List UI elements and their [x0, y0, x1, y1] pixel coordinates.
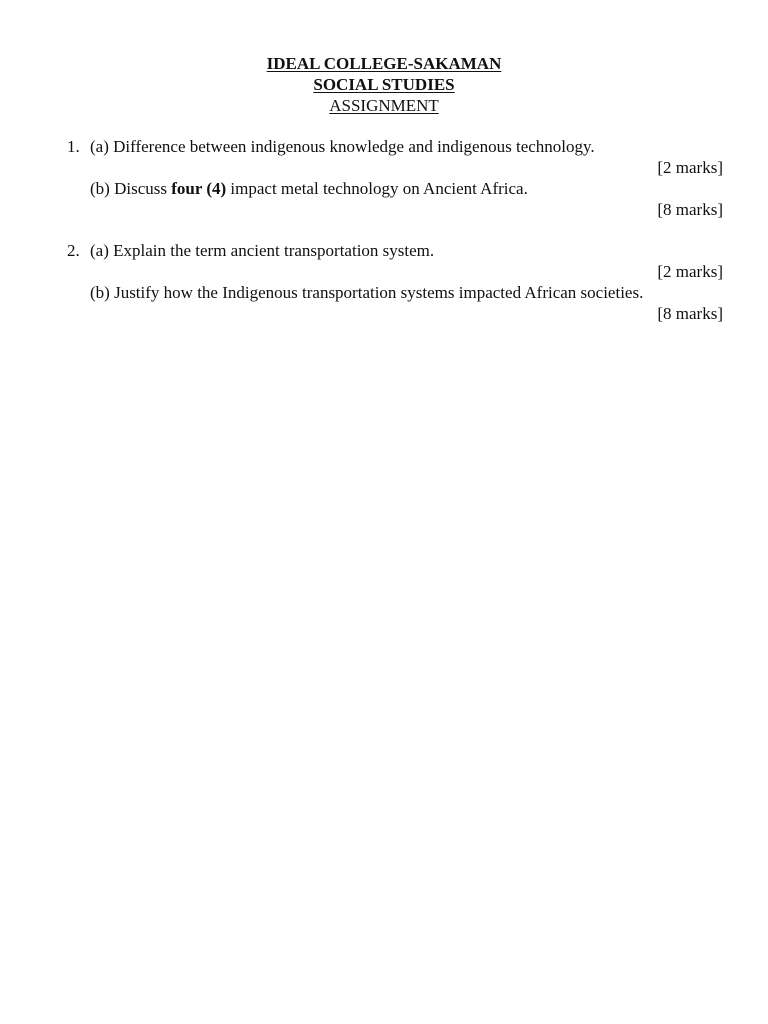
document-type: ASSIGNMENT — [329, 96, 439, 115]
question-number: 2. — [67, 241, 80, 260]
question-1b-row — [67, 178, 723, 199]
question-2b-marks-row — [67, 303, 723, 324]
part-label: (a) — [90, 137, 109, 156]
part-text: Explain the term ancient transportation system. — [113, 241, 435, 260]
part-text-after: impact metal technology on Ancient Africa. — [230, 179, 528, 198]
question-1 — [67, 136, 723, 220]
question-1a-row — [67, 136, 723, 157]
question-1a-text — [90, 136, 595, 157]
question-number: 1. — [67, 137, 80, 156]
part-emphasis: four (4) — [171, 179, 227, 198]
document-header — [0, 53, 768, 116]
question-1b-text — [90, 178, 528, 199]
question-2b-text — [90, 282, 643, 303]
question-1a-marks-row — [67, 157, 723, 178]
question-2a-marks-row — [67, 261, 723, 282]
question-2a-marks: [2 marks] — [657, 262, 723, 281]
part-label: (b) — [90, 179, 110, 198]
part-text: Difference between indigenous knowledge and indigenous technology. — [113, 137, 595, 156]
question-2a-text — [90, 240, 434, 261]
question-1a-marks: [2 marks] — [657, 158, 723, 177]
question-2a-row — [67, 240, 723, 261]
part-label: (b) — [90, 283, 110, 302]
question-2b-row — [67, 282, 723, 303]
subject-title: SOCIAL STUDIES — [313, 75, 455, 94]
question-2b-marks: [8 marks] — [657, 304, 723, 323]
part-text: Justify how the Indigenous transportation systems impacted African societies. — [114, 283, 644, 302]
part-text-before: Discuss — [114, 179, 167, 198]
question-2 — [67, 240, 723, 324]
question-1b-marks-row — [67, 199, 723, 220]
question-1b-marks: [8 marks] — [657, 200, 723, 219]
school-name: IDEAL COLLEGE-SAKAMAN — [266, 54, 502, 73]
part-label: (a) — [90, 241, 109, 260]
